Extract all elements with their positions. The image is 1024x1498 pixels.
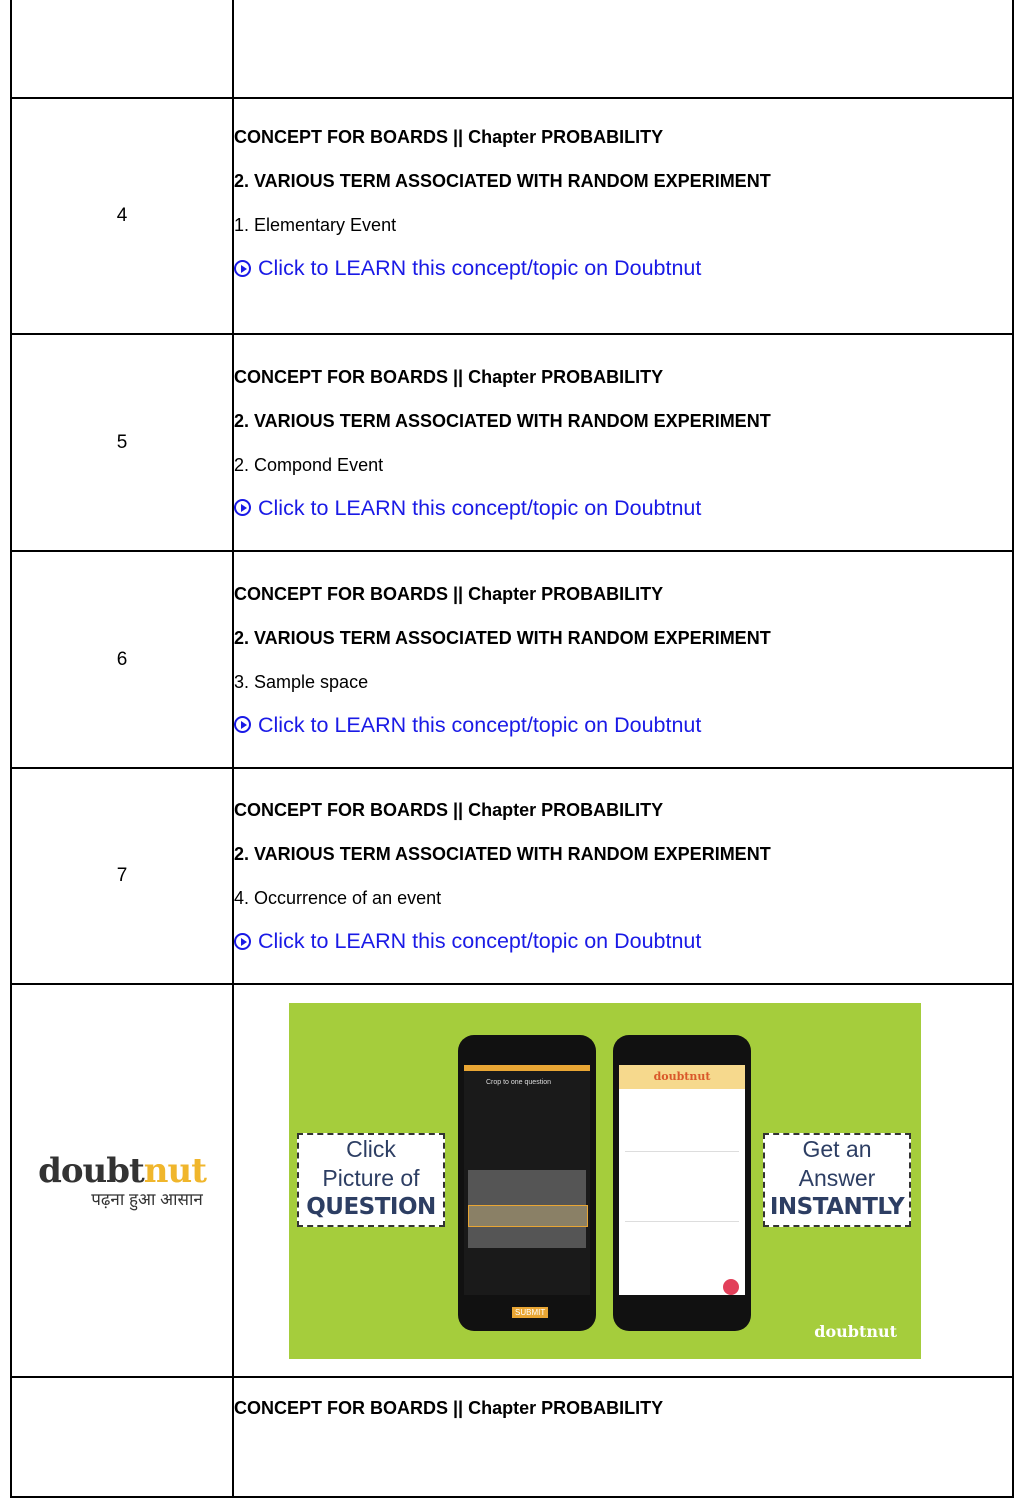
logo-wordmark: doubtnut <box>38 1151 206 1191</box>
concept-header: CONCEPT FOR BOARDS || Chapter PROBABILITY <box>234 366 664 387</box>
table-row <box>11 98 1013 334</box>
row-content <box>233 0 1013 98</box>
learn-link-text: Click to LEARN this concept/topic on Doubtnut <box>258 712 702 737</box>
concept-topic: 4. Occurrence of an event <box>234 888 442 908</box>
banner-row <box>11 984 1013 1377</box>
logo-tagline: पढ़ना हुआ आसान <box>91 1190 203 1209</box>
row-content <box>233 768 1013 984</box>
concept-header: CONCEPT FOR BOARDS || Chapter PROBABILITY <box>234 583 664 604</box>
content-table <box>10 0 1014 1498</box>
row-number: 5 <box>11 334 233 551</box>
learn-link-text: Click to LEARN this concept/topic on Doubtnut <box>258 256 702 280</box>
play-circle-icon <box>234 716 251 733</box>
learn-link-text: Click to LEARN this concept/topic on Doubtnut <box>258 495 702 520</box>
table-row <box>11 334 1013 551</box>
concept-header: CONCEPT FOR BOARDS || Chapter PROBABILITY <box>234 127 664 147</box>
learn-link-text: Click to LEARN this concept/topic on Doubtnut <box>258 929 702 953</box>
play-circle-icon <box>234 499 251 516</box>
logo-cell <box>11 984 233 1377</box>
learn-link[interactable] <box>234 712 1012 738</box>
concept-header: CONCEPT FOR BOARDS || Chapter PROBABILITY <box>234 1398 664 1418</box>
app-brand: doubtnut <box>619 1065 745 1089</box>
get-answer-callout: Get an Answer INSTANTLY <box>763 1133 911 1227</box>
play-circle-icon <box>234 260 251 277</box>
submit-button: SUBMIT <box>512 1307 548 1318</box>
crop-caption: Crop to one question <box>486 1078 551 1086</box>
concept-subheader: 2. VARIOUS TERM ASSOCIATED WITH RANDOM EXPERIMENT <box>234 844 771 864</box>
concept-topic: 2. Compond Event <box>234 454 384 475</box>
table-row <box>11 551 1013 768</box>
promo-banner[interactable] <box>289 1003 921 1359</box>
learn-link[interactable] <box>234 255 1012 281</box>
play-circle-icon <box>234 933 251 950</box>
phone-camera-mockup <box>458 1035 596 1331</box>
table-row <box>11 0 1013 98</box>
concept-topic: 1. Elementary Event <box>234 215 397 235</box>
row-number: 7 <box>11 768 233 984</box>
table-row <box>11 1377 1013 1497</box>
row-number: 4 <box>11 98 233 334</box>
concept-subheader: 2. VARIOUS TERM ASSOCIATED WITH RANDOM EXPERIMENT <box>234 410 771 431</box>
banner-cell <box>233 984 1013 1377</box>
row-number: 6 <box>11 551 233 768</box>
banner-watermark: doubtnut <box>814 1321 897 1341</box>
click-picture-callout: Click Picture of QUESTION <box>297 1133 445 1227</box>
concept-subheader: 2. VARIOUS TERM ASSOCIATED WITH RANDOM EXPERIMENT <box>234 171 771 191</box>
table-row <box>11 768 1013 984</box>
concept-subheader: 2. VARIOUS TERM ASSOCIATED WITH RANDOM EXPERIMENT <box>234 627 771 648</box>
row-content <box>233 98 1013 334</box>
concept-topic: 3. Sample space <box>234 671 369 692</box>
doubtnut-logo <box>12 1151 232 1210</box>
row-content <box>233 551 1013 768</box>
row-content <box>233 334 1013 551</box>
learn-link[interactable] <box>234 928 1012 954</box>
phone-answer-mockup <box>613 1035 751 1331</box>
row-number <box>11 0 233 98</box>
concept-header: CONCEPT FOR BOARDS || Chapter PROBABILITY <box>234 800 664 820</box>
row-number <box>11 1377 233 1497</box>
row-content <box>233 1377 1013 1497</box>
learn-link[interactable] <box>234 495 1012 521</box>
